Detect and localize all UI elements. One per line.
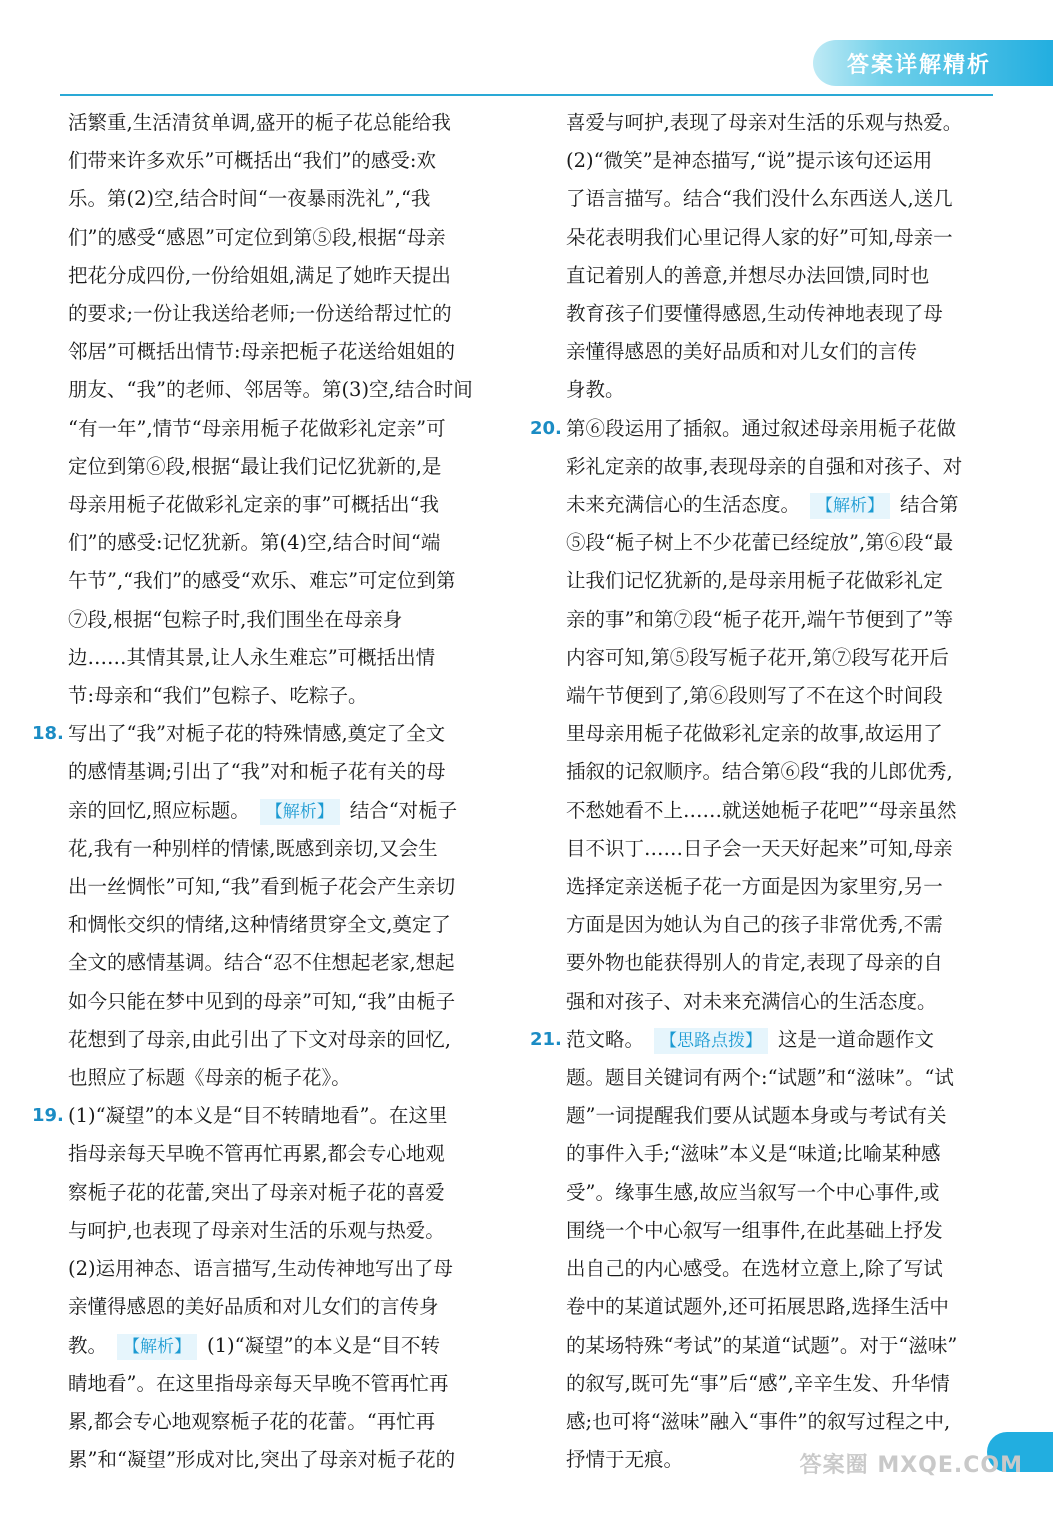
hint-tag: 【思路点拨】 bbox=[654, 1028, 768, 1054]
text-line: 写出了“我”对栀子花的特殊情感,奠定了全文 bbox=[68, 722, 446, 746]
text-fragment: 结合“对栀子 bbox=[349, 798, 458, 822]
watermark: 答案圈 MXQE.COM bbox=[799, 1453, 1023, 1478]
text-line: 乐。第(2)空,结合时间“一夜暴雨洗礼”,“我 bbox=[68, 187, 431, 211]
text-line: 全文的感情基调。结合“忍不住想起老家,想起 bbox=[68, 951, 455, 975]
text-line: 让我们记忆犹新的,是母亲用栀子花做彩礼定 bbox=[566, 569, 943, 593]
text-line: (2)运用神态、语言描写,生动传神地写出了母 bbox=[68, 1257, 453, 1281]
text-line: 亲懂得感恩的美好品质和对儿女们的言传身 bbox=[68, 1295, 439, 1319]
text-line: 身教。 bbox=[566, 378, 625, 402]
text-line: ⑤段“栀子树上不少花蕾已经绽放”,第⑥段“最 bbox=[566, 531, 954, 555]
text-fragment: 结合第 bbox=[900, 493, 959, 517]
text-line: 活繁重,生活清贫单调,盛开的栀子花总能给我 bbox=[68, 111, 451, 134]
text-line: 要外物也能获得别人的肯定,表现了母亲的自 bbox=[566, 951, 943, 975]
text-line: 也照应了标题《母亲的栀子花》。 bbox=[68, 1066, 351, 1090]
text-line: (2)“微笑”是神态描写,“说”提示该句还运用 bbox=[566, 149, 933, 173]
text-line: 抒情于无痕。 bbox=[566, 1448, 684, 1472]
q19-continuation bbox=[530, 104, 1020, 410]
text-line: 的感情基调;引出了“我”对和栀子花有关的母 bbox=[68, 760, 446, 784]
text-line: 卷中的某道试题外,还可拓展思路,选择生活中 bbox=[566, 1295, 949, 1319]
text-line: ⑦段,根据“包粽子时,我们围坐在母亲身 bbox=[68, 607, 403, 631]
analysis-tag: 【解析】 bbox=[810, 493, 890, 519]
right-column bbox=[530, 104, 1020, 1479]
text-line: 喜爱与呵护,表现了母亲对生活的乐观与热爱。 bbox=[566, 111, 963, 134]
text-line: 内容可知,第⑤段写栀子花开,第⑦段写花开后 bbox=[566, 645, 949, 669]
text-line: 母亲用栀子花做彩礼定亲的事”可概括出“我 bbox=[68, 493, 439, 517]
analysis-tag: 【解析】 bbox=[260, 799, 340, 825]
text-line: 了语言描写。结合“我们没什么东西送人,送几 bbox=[566, 187, 953, 211]
text-line: 不愁她看不上……就送她栀子花吧”“母亲虽然 bbox=[566, 798, 957, 822]
text-line: 午节”,“我们”的感受“欢乐、难忘”可定位到第 bbox=[68, 569, 456, 593]
text-line: 里母亲用栀子花做彩礼定亲的故事,故运用了 bbox=[566, 722, 943, 746]
text-line: 围绕一个中心叙写一组事件,在此基础上抒发 bbox=[566, 1218, 943, 1242]
text-line: 受”。缘事生感,故应当叙写一个中心事件,或 bbox=[566, 1180, 940, 1204]
text-line: 出自己的内心感受。在选材立意上,除了写试 bbox=[566, 1257, 943, 1281]
text-line: 与呵护,也表现了母亲对生活的乐观与热爱。 bbox=[68, 1218, 445, 1242]
text-line: 把花分成四份,一份给姐姐,满足了她昨天提出 bbox=[68, 263, 451, 287]
text-line: 和惆怅交织的情绪,这种情绪贯穿全文,奠定了 bbox=[68, 913, 451, 937]
text-line bbox=[566, 1021, 1020, 1059]
text-line: 邻居”可概括出情节:母亲把栀子花送给姐姐的 bbox=[68, 340, 456, 364]
text-line: 们”的感受“感恩”可定位到第⑤段,根据“母亲 bbox=[68, 225, 446, 249]
analysis-tag: 【解析】 bbox=[117, 1334, 197, 1360]
text-line: 的叙写,既可先“事”后“感”,辛辛生发、升华情 bbox=[566, 1371, 950, 1395]
text-line: 亲的事”和第⑦段“栀子花开,端午节便到了”等 bbox=[566, 607, 954, 631]
header-rule bbox=[60, 94, 993, 96]
text-line: 的某场特殊“考试”的某道“试题”。对于“滋味” bbox=[566, 1333, 958, 1357]
text-line: 朋友、“我”的老师、邻居等。第(3)空,结合时间 bbox=[68, 378, 473, 402]
text-line: 端午节便到了,第⑥段则写了不在这个时间段 bbox=[566, 684, 943, 708]
answer-19 bbox=[32, 1097, 510, 1479]
text-fragment: 这是一道命题作文 bbox=[778, 1027, 935, 1051]
text-line: 教育孩子们要懂得感恩,生动传神地表现了母 bbox=[566, 302, 943, 326]
text-line: 花想到了母亲,由此引出了下文对母亲的回忆, bbox=[68, 1027, 451, 1051]
text-line: 指母亲每天早晚不管再忙再累,都会专心地观 bbox=[68, 1142, 445, 1166]
text-line: 感;也可将“滋味”融入“事件”的叙写过程之中, bbox=[566, 1409, 951, 1433]
text-line: 累,都会专心地观察栀子花的花蕾。“再忙再 bbox=[68, 1409, 436, 1433]
text-line: 插叙的记叙顺序。结合第⑥段“我的儿郎优秀, bbox=[566, 760, 953, 784]
text-line: 花,我有一种别样的情愫,既感到亲切,又会生 bbox=[68, 836, 438, 860]
text-fragment: (1)“凝望”的本义是“目不转 bbox=[207, 1333, 441, 1357]
text-line: 察栀子花的花蕾,突出了母亲对栀子花的喜爱 bbox=[68, 1180, 445, 1204]
question-number: 21. bbox=[530, 1028, 562, 1050]
text-line: 定位到第⑥段,根据“最让我们记忆犹新的,是 bbox=[68, 454, 442, 478]
text-line: 睛地看”。在这里指母亲每天早晚不管再忙再 bbox=[68, 1371, 449, 1395]
text-line: 节:母亲和“我们”包粽子、吃粽子。 bbox=[68, 684, 368, 708]
question-number: 18. bbox=[32, 723, 64, 745]
text-line: 彩礼定亲的故事,表现母亲的自强和对孩子、对 bbox=[566, 454, 963, 478]
header-title: 答案详解精析 bbox=[847, 53, 992, 78]
text-fragment: 未来充满信心的生活态度。 bbox=[566, 493, 801, 517]
text-line bbox=[68, 1327, 510, 1365]
text-line: 直记着别人的善意,并想尽办法回馈,同时也 bbox=[566, 263, 930, 287]
text-line: 亲懂得感恩的美好品质和对儿女们的言传 bbox=[566, 340, 918, 364]
text-line: 的要求;一份让我送给老师;一份送给帮过忙的 bbox=[68, 302, 452, 326]
text-line: 目不识丁……日子会一天天好起来”可知,母亲 bbox=[566, 836, 953, 860]
text-line: (1)“凝望”的本义是“目不转睛地看”。在这里 bbox=[68, 1104, 448, 1128]
text-fragment: 亲的回忆,照应标题。 bbox=[68, 798, 250, 822]
text-line: 出一丝惆怅”可知,“我”看到栀子花会产生亲切 bbox=[68, 875, 456, 899]
text-line: 边……其情其景,让人永生难忘”可概括出情 bbox=[68, 645, 436, 669]
text-line: 题。题目关键词有两个:“试题”和“滋味”。“试 bbox=[566, 1066, 954, 1090]
text-line: “有一年”,情节“母亲用栀子花做彩礼定亲”可 bbox=[68, 416, 446, 440]
text-line: 们”的感受:记忆犹新。第(4)空,结合时间“端 bbox=[68, 531, 441, 555]
text-fragment: 范文略。 bbox=[566, 1027, 645, 1051]
text-line: 如今只能在梦中见到的母亲”可知,“我”由栀子 bbox=[68, 989, 456, 1013]
text-line: 第⑥段运用了插叙。通过叙述母亲用栀子花做 bbox=[566, 416, 957, 440]
text-line bbox=[68, 792, 510, 830]
question-number: 20. bbox=[530, 417, 562, 439]
header-banner bbox=[813, 40, 1053, 86]
text-line: 的事件入手;“滋味”本义是“味道;比喻某种感 bbox=[566, 1142, 941, 1166]
q17-continuation bbox=[32, 104, 510, 715]
answer-18 bbox=[32, 715, 510, 1097]
answer-21 bbox=[530, 1021, 1020, 1479]
text-fragment: 教。 bbox=[68, 1333, 108, 1357]
question-number: 19. bbox=[32, 1105, 64, 1127]
left-column bbox=[32, 104, 510, 1479]
text-line: 强和对孩子、对未来充满信心的生活态度。 bbox=[566, 989, 937, 1013]
text-line: 方面是因为她认为自己的孩子非常优秀,不需 bbox=[566, 913, 943, 937]
text-line: 选择定亲送栀子花一方面是因为家里穷,另一 bbox=[566, 875, 943, 899]
text-line: 朵花表明我们心里记得人家的好”可知,母亲一 bbox=[566, 225, 953, 249]
text-line bbox=[566, 486, 1020, 524]
answer-20 bbox=[530, 410, 1020, 1021]
text-line: 们带来许多欢乐”可概括出“我们”的感受:欢 bbox=[68, 149, 436, 173]
text-line: 题”一词提醒我们要从试题本身或与考试有关 bbox=[566, 1104, 947, 1128]
text-line: 累”和“凝望”形成对比,突出了母亲对栀子花的 bbox=[68, 1448, 456, 1472]
